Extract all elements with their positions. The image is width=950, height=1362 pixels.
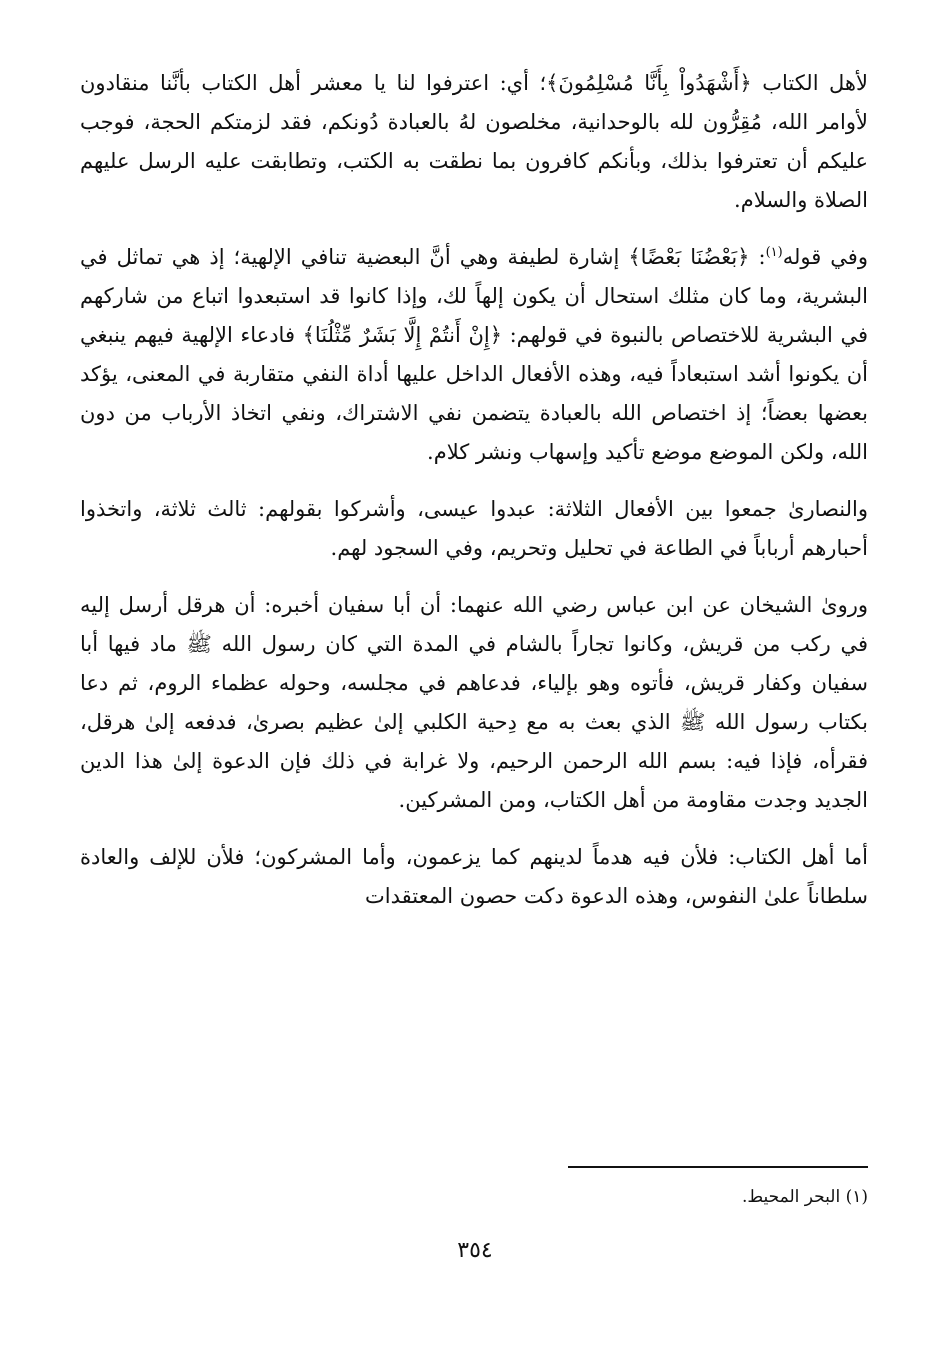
footnote-divider [568, 1166, 868, 1168]
paragraph-2 [80, 238, 868, 472]
paragraph-2-start: وفي قوله [782, 245, 868, 269]
paragraph-3: والنصارىٰ جمعوا بين الأفعال الثلاثة: عبدوا عيسى، وأشركوا بقولهم: ثالث ثلاثة، واتخذوا أحبارهم أرباباً في الطاعة في تحليل وتحريم، وفي السجود لهم. [80, 497, 868, 560]
footnote-reference: (١) [765, 245, 783, 260]
paragraph-5: أما أهل الكتاب: فلأن فيه هدماً لدينهم كما يزعمون، وأما المشركون؛ فلأن للإلف والعادة سلطاناً علىٰ النفوس، وهذه الدعوة دكت حصون المعتقدات [80, 845, 868, 908]
main-text [80, 64, 868, 934]
footnote: (١) البحر المحيط. [742, 1187, 868, 1207]
paragraph-1: لأهل الكتاب ﴿أَشْهَدُواْ بِأَنَّا مُسْلِمُونَ﴾؛ أي: اعترفوا لنا يا معشر أهل الكتاب بأنَّنا منقادون لأوامر الله، مُقِرُّون لله بالوحدانية، مخلصون لهُ بالعبادة دُونكم، فقد لزمتكم الحجة، فوجب عليكم أن تعترفوا بذلك، وبأنكم كافرون بما نطقت به الكتب، وتطابقت عليه الرسل عليهم الصلاة والسلام. [80, 71, 868, 212]
paragraph-4: ورویٰ الشيخان عن ابن عباس رضي الله عنهما: أن أبا سفيان أخبره: أن هرقل أرسل إليه في ركب من قريش، وكانوا تجاراً بالشام في المدة التي كان رسول الله ﷺ ماد فيها أبا سفيان وكفار قريش، فأتوه وهو بإلياء، فدعاهم في مجلسه، وحوله عظماء الروم، ثم دعا بكتاب رسول الله ﷺ الذي بعث به مع دِحية الكلبي إلىٰ عظيم بصرىٰ، فدفعه إلىٰ هرقل، فقرأه، فإذا فيه: بسم الله الرحمن الرحيم، ولا غرابة في ذلك فإن الدعوة إلىٰ هذا الدين الجديد وجدت مقاومة من أهل الكتاب، ومن المشركين. [80, 593, 868, 812]
paragraph-2-rest: : ﴿بَعْضُنَا بَعْضًا﴾ إشارة لطيفة وهي أنَّ البعضية تنافي الإلهية؛ إذ هي تماثل في البشرية، وما كان مثلك استحال أن يكون إلهاً لك، وإذا كانوا قد استبعدوا اتباع من شاركهم في البشرية للاختصاص بالنبوة في قولهم: ﴿إِنْ أَنتُمْ إِلَّا بَشَرٌ مِّثْلُنَا﴾ فادعاء الإلهية فيهم ينبغي أن يكونوا أشد استبعاداً فيه، وهذه الأفعال الداخل عليها أداة النفي متقاربة في المعنى، يؤكد بعضها بعضاً؛ إذ اختصاص الله بالعبادة يتضمن نفي الاشتراك، ونفي اتخاذ الأرباب من دون الله، ولكن الموضع موضع تأكيد وإسهاب ونشر كلام. [80, 245, 868, 464]
page-number: ٣٥٤ [457, 1238, 493, 1263]
